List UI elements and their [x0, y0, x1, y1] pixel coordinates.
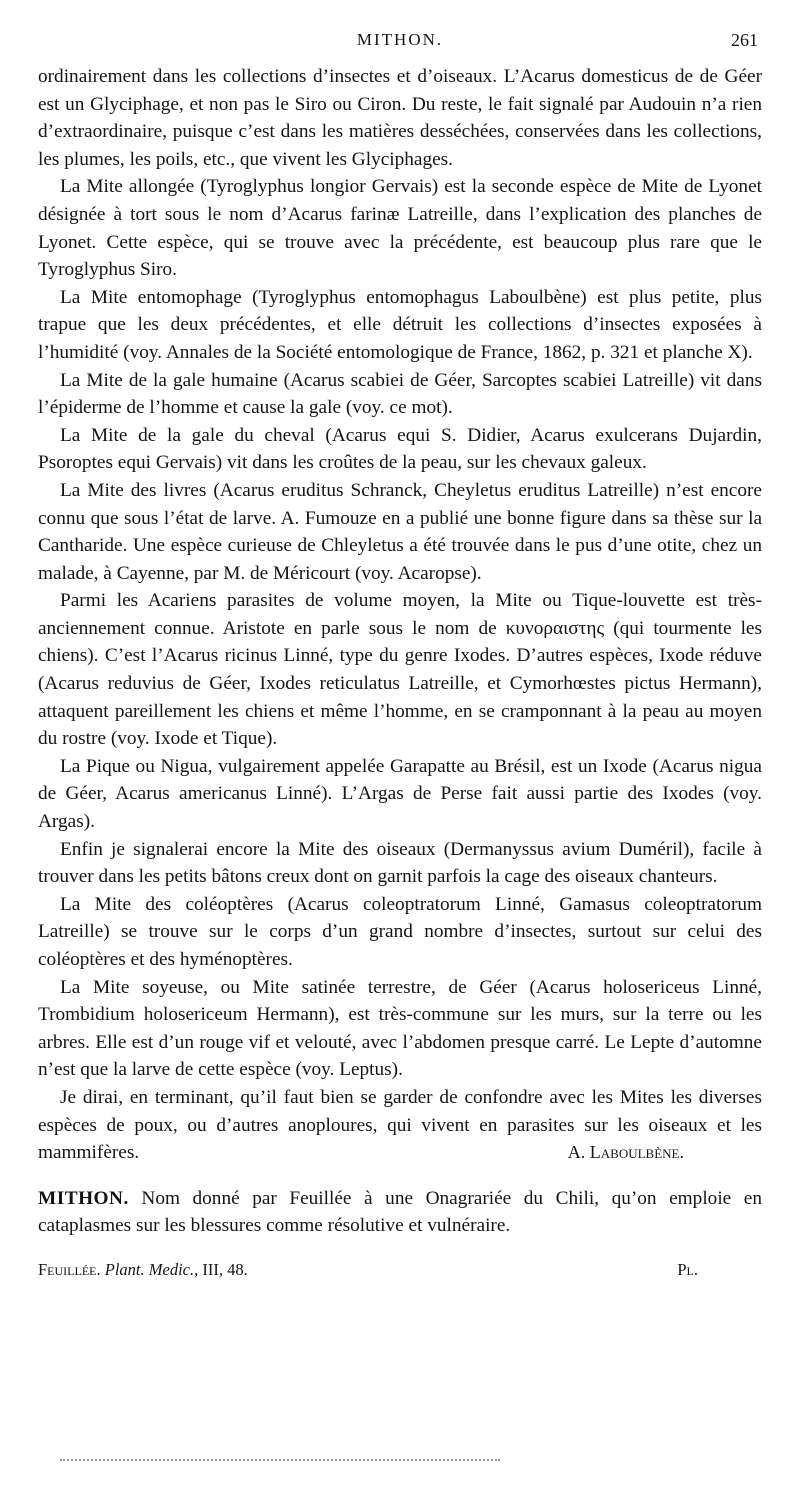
paragraph-conclusion: Je dirai, en terminant, qu’il faut bien se garder de confondre avec les Mites les diverses espèces de poux, ou d’autres anoploures, qui vivent en parasites sur les oiseaux et les mammifères. [38, 1086, 762, 1164]
entry-headword: MITHON. [38, 1187, 129, 1209]
paragraph-mite-allongee: La Mite allongée (Tyroglyphus longior Gervais) est la seconde espèce de Mite de Lyonet désignée à tort sous le nom d’Acarus farinæ Latreille, dans l’explication des planches de Lyonet. Cette espèce, qui se trouve avec la précédente, est beaucoup plus rare que le Tyroglyphus Siro. [38, 176, 762, 281]
running-title: MITHON. [356, 30, 444, 49]
reference-initials: Pl. [677, 1259, 698, 1279]
paragraph-continuation: ordinairement dans les collections d’insectes et d’oiseaux. L’Acarus domesticus de de Géer est un Glyciphage, et non pas le Siro ou Ciron. Du reste, le fait signalé par Audouin n’a rien d’extraordinaire, puisque c’est dans les matières desséchées, conservées dans les collections, les plumes, les poils, etc., que vivent les Glyciphages. [38, 66, 762, 170]
reference-work: Plant. Medic. [104, 1259, 195, 1279]
paragraph-gale-humaine: La Mite de la gale humaine (Acarus scabiei de Géer, Sarcoptes scabiei Latreille) vit dans l’épiderme de l’homme et cause la gale (voy. ce mot). [38, 369, 762, 419]
entry-definition: Nom donné par Feuillée à une Onagrariée du Chili, qu’on emploie en cataplasmes sur les blessures comme résolutive et vulnéraire. [38, 1187, 763, 1237]
running-head [38, 30, 762, 58]
paragraph-gale-cheval: La Mite de la gale du cheval (Acarus equi S. Didier, Acarus exulcerans Dujardin, Psoroptes equi Gervais) vit dans les croûtes de la peau, sur les chevaux galeux. [38, 424, 762, 474]
page-number: 261 [731, 30, 758, 50]
paragraph-mite-oiseaux: Enfin je signalerai encore la Mite des oiseaux (Dermanyssus avium Duméril), facile à trouver dans les petits bâtons creux dont on garnit parfois la cage des oiseaux chanteurs. [38, 838, 762, 888]
paragraph-tique-louvette: Parmi les Acariens parasites de volume moyen, la Mite ou Tique-louvette est très-anciennement connue. Aristote en parle sous le nom de κυνοραιστης (qui tourmente les chiens). C’est l’Acarus ricinus Linné, type du genre Ixodes. D’autres espèces, Ixode réduve (Acarus reduvius de Géer, Ixodes reticulatus Latreille, et Cymorhœstes pictus Hermann), attaquent pareillement les chiens et même l’homme, en se cramponnant à la peau au moyen du rostre (voy. Ixode et Tique). [38, 590, 762, 750]
paragraph-nigua: La Pique ou Nigua, vulgairement appelée Garapatte au Brésil, est un Ixode (Acarus nigua de Géer, Acarus americanus Linné). L’Argas de Perse fait aussi partie des Ixodes (voy. Argas). [38, 755, 762, 833]
entry-mithon [38, 1185, 762, 1240]
paragraph-mite-coleopteres: La Mite des coléoptères (Acarus coleoptratorum Linné, Gamasus coleoptratorum Latreille) se trouve sur le corps d’un grand nombre d’insectes, surtout sur celui des coléoptères et des hyménoptères. [38, 893, 762, 970]
author-signature: A. Laboulbène. [567, 1142, 684, 1163]
bibliographic-reference [38, 1256, 762, 1284]
paragraph-mite-livres: La Mite des livres (Acarus eruditus Schranck, Cheyletus eruditus Latreille) n’est encore connu que sous l’état de larve. A. Fumouze en a publié une bonne figure dans sa thèse sur la Cantharide. Une espèce curieuse de Chleyletus a été trouvée dans le pus d’une otite, chez un malade, à Cayenne, par M. de Méricourt (voy. Acaropse). [38, 479, 762, 584]
article-body [38, 63, 762, 1284]
paragraph-mite-soyeuse: La Mite soyeuse, ou Mite satinée terrestre, de Géer (Acarus holosericeus Linné, Trombidium holosericeum Hermann), est très-commune sur les murs, sur la terre ou les arbres. Elle est d’un rouge vif et velouté, avec l’abdomen presque carré. Le Lepte d’automne n’est que la larve de cette espèce (voy. Leptus). [38, 976, 762, 1081]
paragraph-mite-entomophage: La Mite entomophage (Tyroglyphus entomophagus Laboulbène) est plus petite, plus trapue que les deux précédentes, et elle détruit les collections d’insectes exposées à l’humidité (voy. Annales de la Société entomologique de France, 1862, p. 321 et planche X). [38, 286, 762, 363]
reference-author: Feuillée. [38, 1259, 101, 1279]
page-bottom-rule [60, 1459, 500, 1461]
reference-citation [38, 1256, 248, 1284]
reference-location: , III, 48. [194, 1259, 248, 1279]
